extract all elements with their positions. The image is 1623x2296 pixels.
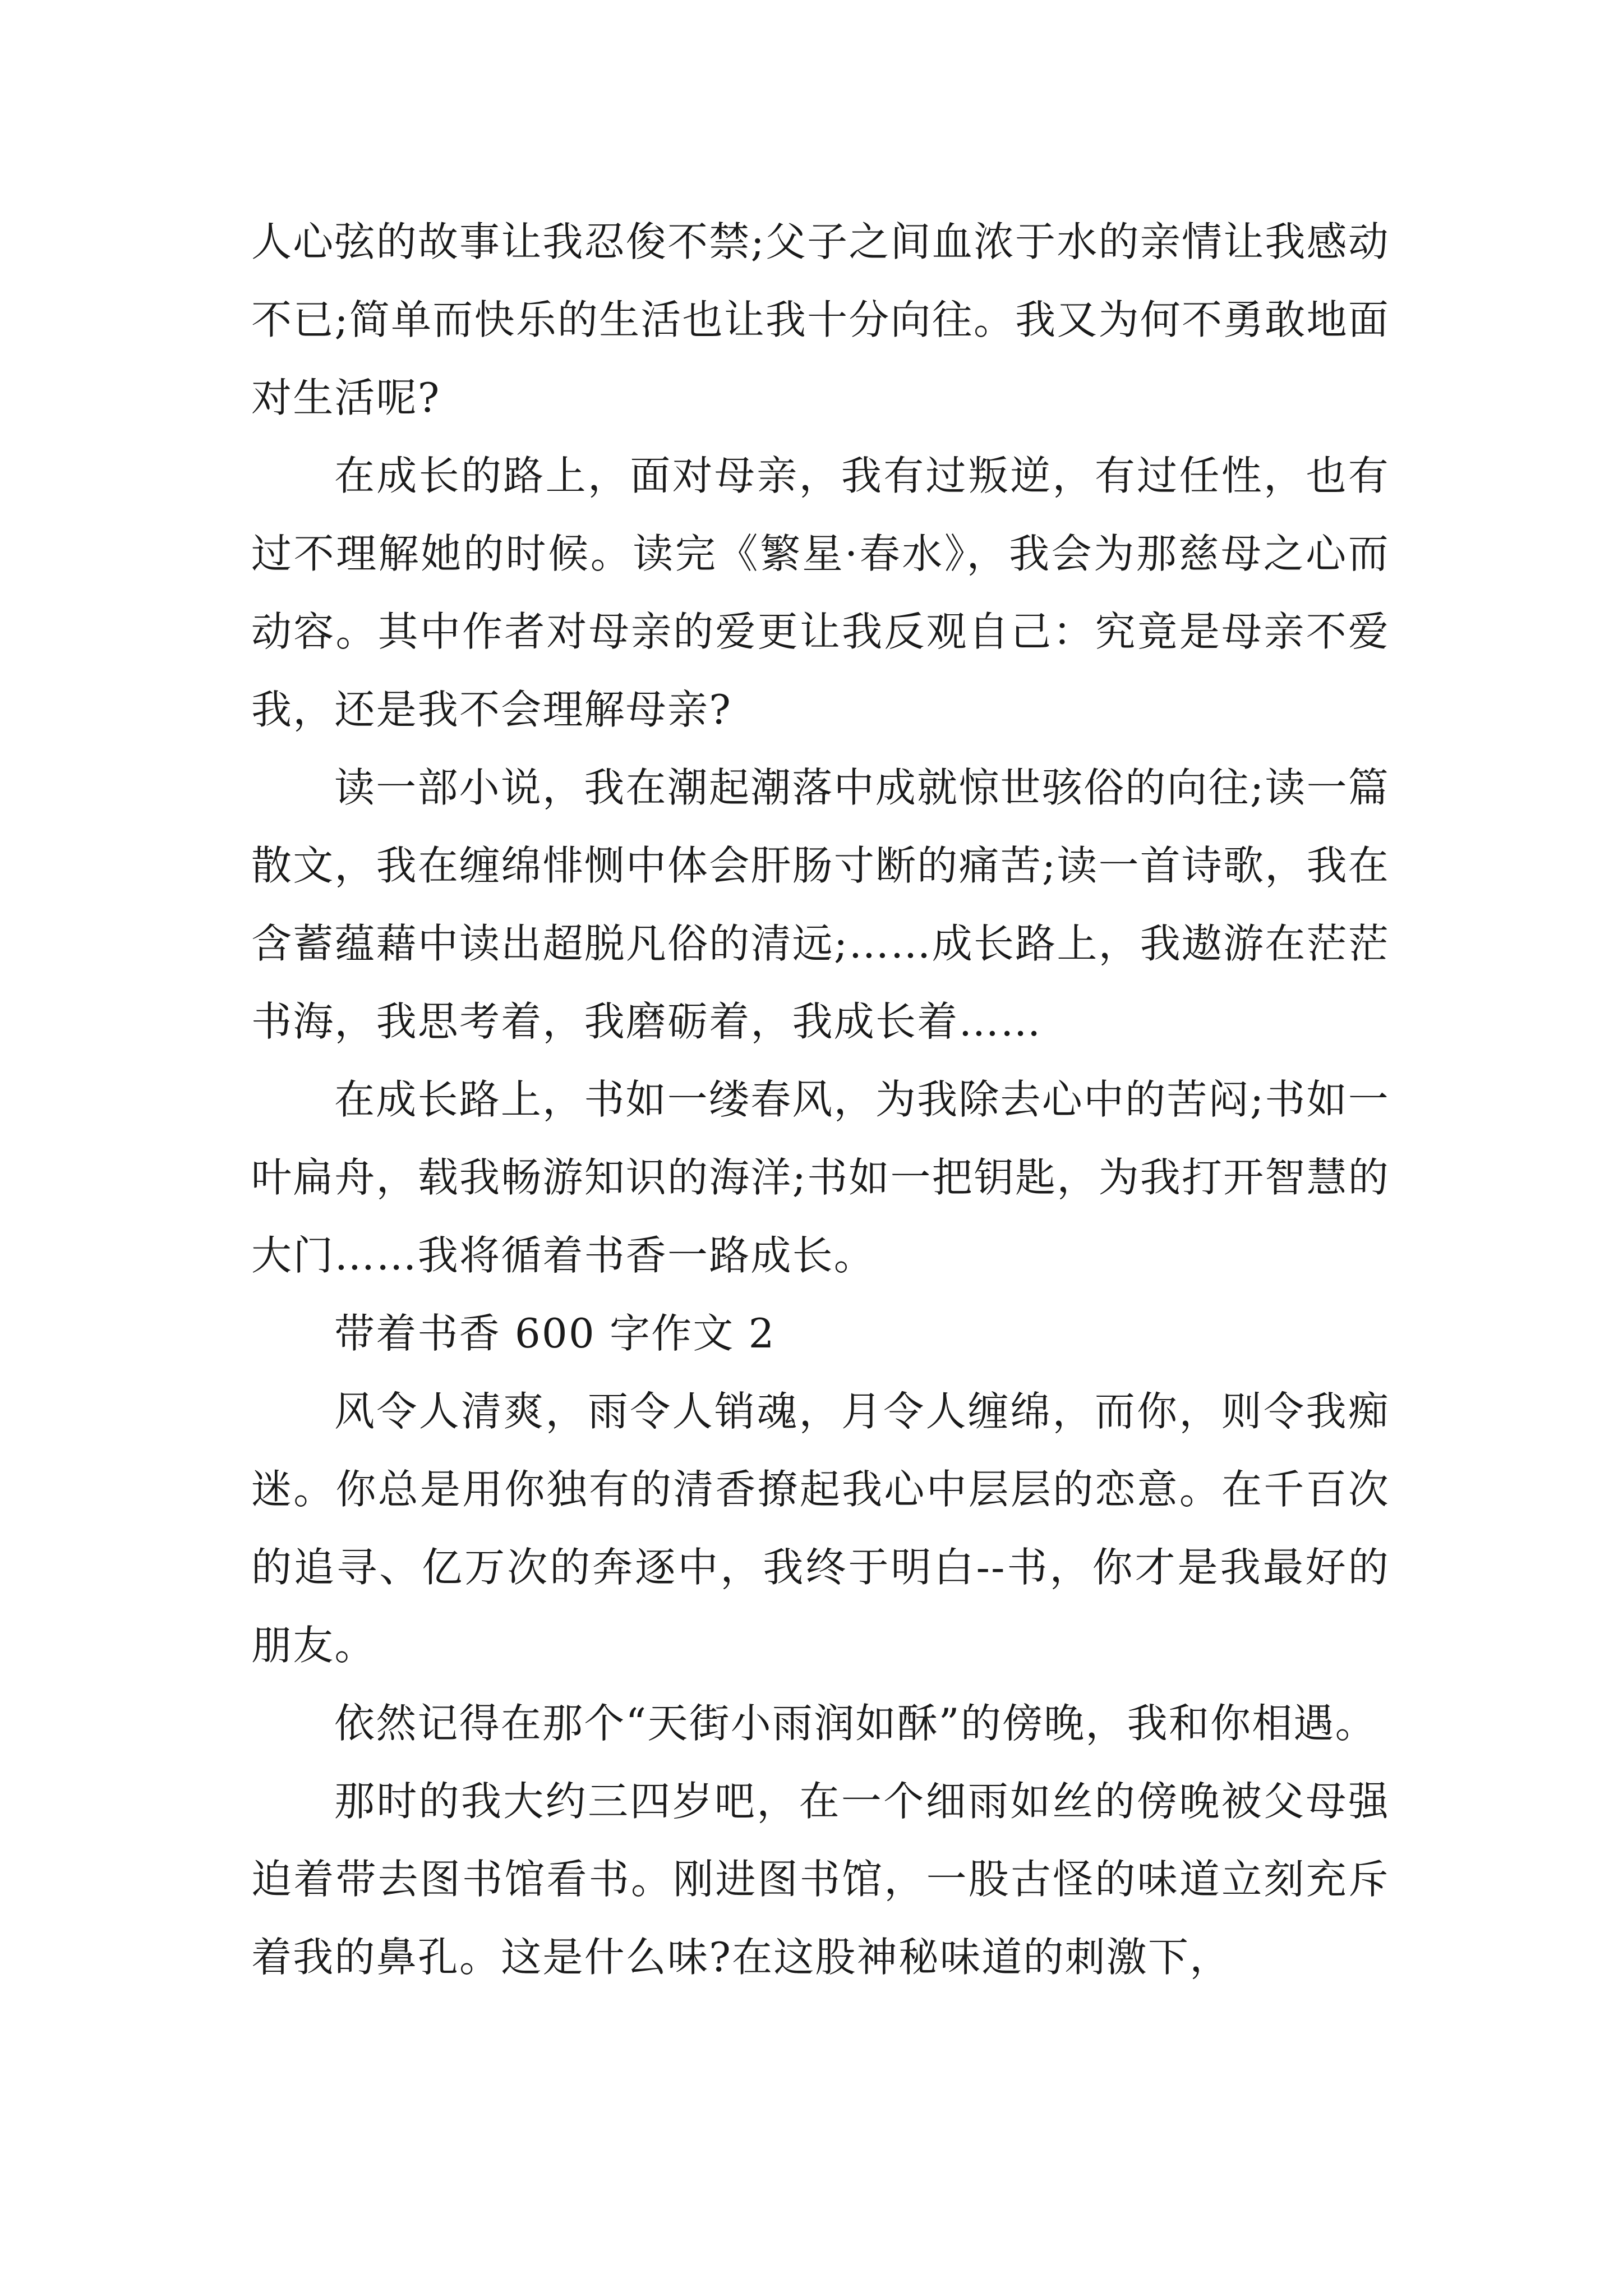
paragraph-4: 在成长路上，书如一缕春风，为我除去心中的苦闷;书如一叶扁舟，载我畅游知识的海洋;书如一把钥匙，为我打开智慧的大门……我将循着书香一路成长。 xyxy=(251,1076,1390,1279)
document-body xyxy=(251,203,1390,1996)
paragraph-5: 风令人清爽，雨令人销魂，月令人缠绵，而你，则令我痴迷。你总是用你独有的清香撩起我心中层层的恋意。在千百次的追寻、亿万次的奔逐中，我终于明白--书，你才是我最好的朋友。 xyxy=(251,1388,1390,1669)
paragraph-3: 读一部小说，我在潮起潮落中成就惊世骇俗的向往;读一篇散文，我在缠绵悱恻中体会肝肠寸断的痛苦;读一首诗歌，我在含蓄蕴藉中读出超脱凡俗的清远;……成长路上，我遨游在茫茫书海，我思考着，我磨砺着，我成长着…… xyxy=(251,764,1390,1045)
essay-heading: 带着书香 600 字作文 2 xyxy=(334,1310,776,1357)
paragraph-2: 在成长的路上，面对母亲，我有过叛逆，有过任性，也有过不理解她的时候。读完《繁星·春水》，我会为那慈母之心而动容。其中作者对母亲的爱更让我反观自己：究竟是母亲不爱我，还是我不会理解母亲? xyxy=(251,452,1390,733)
paragraph-7: 那时的我大约三四岁吧，在一个细雨如丝的傍晚被父母强迫着带去图书馆看书。刚进图书馆，一股古怪的味道立刻充斥着我的鼻孔。这是什么味?在这股神秘味道的刺激下， xyxy=(251,1778,1390,1981)
paragraph-1: 人心弦的故事让我忍俊不禁;父子之间血浓于水的亲情让我感动不已;简单而快乐的生活也让我十分向往。我又为何不勇敢地面对生活呢? xyxy=(251,218,1390,421)
paragraph-6: 依然记得在那个“天街小雨润如酥”的傍晚，我和你相遇。 xyxy=(334,1700,1377,1747)
